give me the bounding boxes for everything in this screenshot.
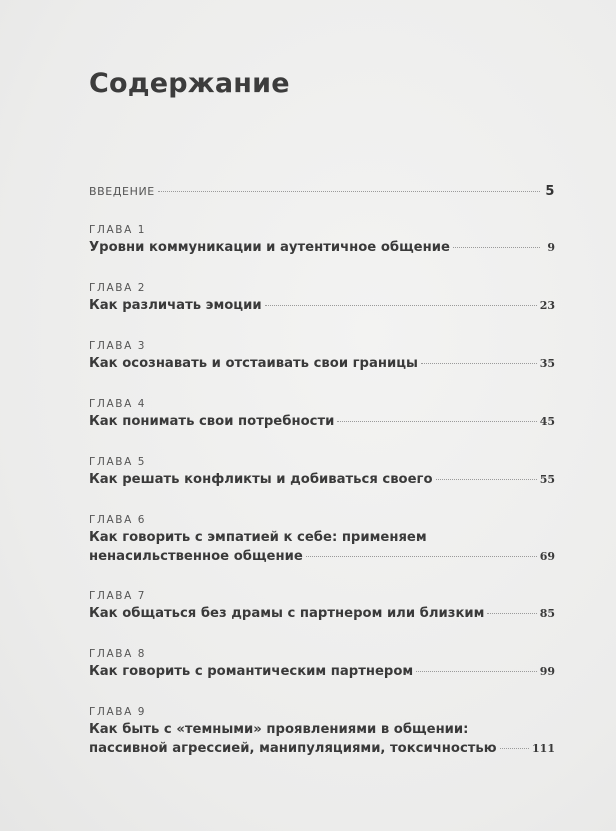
chapter-label: ГЛАВА 9 (89, 706, 147, 718)
dot-leader (265, 305, 537, 306)
toc-entry-chapter-8[interactable] (89, 646, 555, 681)
page-number: 23 (539, 299, 555, 312)
dot-leader (421, 363, 537, 364)
chapter-label: ГЛАВА 8 (89, 648, 147, 660)
page-number: 111 (532, 742, 555, 755)
toc-entry-chapter-1[interactable] (89, 222, 555, 257)
chapter-label: ГЛАВА 5 (89, 456, 147, 468)
dot-leader (453, 247, 540, 248)
chapter-title: Как решать конфликты и добиваться своего (89, 472, 433, 487)
page-number: 35 (539, 357, 555, 370)
page-number: 99 (539, 665, 555, 678)
chapter-title: Уровни коммуникации и аутентичное общение (89, 240, 450, 255)
toc-entry-chapter-3[interactable] (89, 338, 555, 373)
table-of-contents (89, 184, 555, 756)
toc-entry-chapter-6[interactable] (89, 512, 555, 566)
dot-leader (487, 613, 536, 614)
page-number: 85 (539, 607, 555, 620)
dot-leader (416, 671, 536, 672)
toc-entry-chapter-7[interactable] (89, 588, 555, 623)
chapter-label: ГЛАВА 3 (89, 340, 147, 352)
intro-label: ВВЕДЕНИЕ (89, 185, 155, 198)
dot-leader (500, 748, 529, 749)
chapter-title-line1: Как говорить с эмпатией к себе: применяем (89, 530, 427, 545)
chapter-title: пассивной агрессией, манипуляциями, токсичностью (89, 741, 497, 756)
chapter-label: ГЛАВА 6 (89, 514, 147, 526)
chapter-title: Как общаться без драмы с партнером или близким (89, 606, 485, 621)
chapter-title: ненасильственное общение (89, 549, 303, 564)
chapter-label: ГЛАВА 4 (89, 398, 147, 410)
toc-entry-intro[interactable] (89, 184, 555, 202)
page-number: 45 (539, 415, 555, 428)
dot-leader (158, 191, 540, 192)
dot-leader (337, 421, 536, 422)
page-number: 69 (539, 550, 555, 563)
toc-entry-chapter-4[interactable] (89, 396, 555, 431)
page-title: Содержание (89, 68, 290, 99)
page-number: 55 (539, 473, 555, 486)
toc-entry-chapter-9[interactable] (89, 704, 555, 758)
chapter-label: ГЛАВА 7 (89, 590, 147, 602)
dot-leader (436, 479, 537, 480)
toc-entry-chapter-2[interactable] (89, 280, 555, 315)
page-number: 9 (547, 241, 555, 254)
chapter-title: Как различать эмоции (89, 298, 262, 313)
chapter-label: ГЛАВА 2 (89, 282, 147, 294)
chapter-title: Как говорить с романтическим партнером (89, 664, 414, 679)
chapter-title: Как понимать свои потребности (89, 414, 335, 429)
toc-entry-chapter-5[interactable] (89, 454, 555, 489)
chapter-label: ГЛАВА 1 (89, 224, 147, 236)
chapter-title: Как осознавать и отстаивать свои границы (89, 356, 418, 371)
chapter-title-line1: Как быть с «темными» проявлениями в общении: (89, 722, 469, 737)
dot-leader (306, 556, 537, 557)
page-number: 5 (545, 184, 555, 199)
